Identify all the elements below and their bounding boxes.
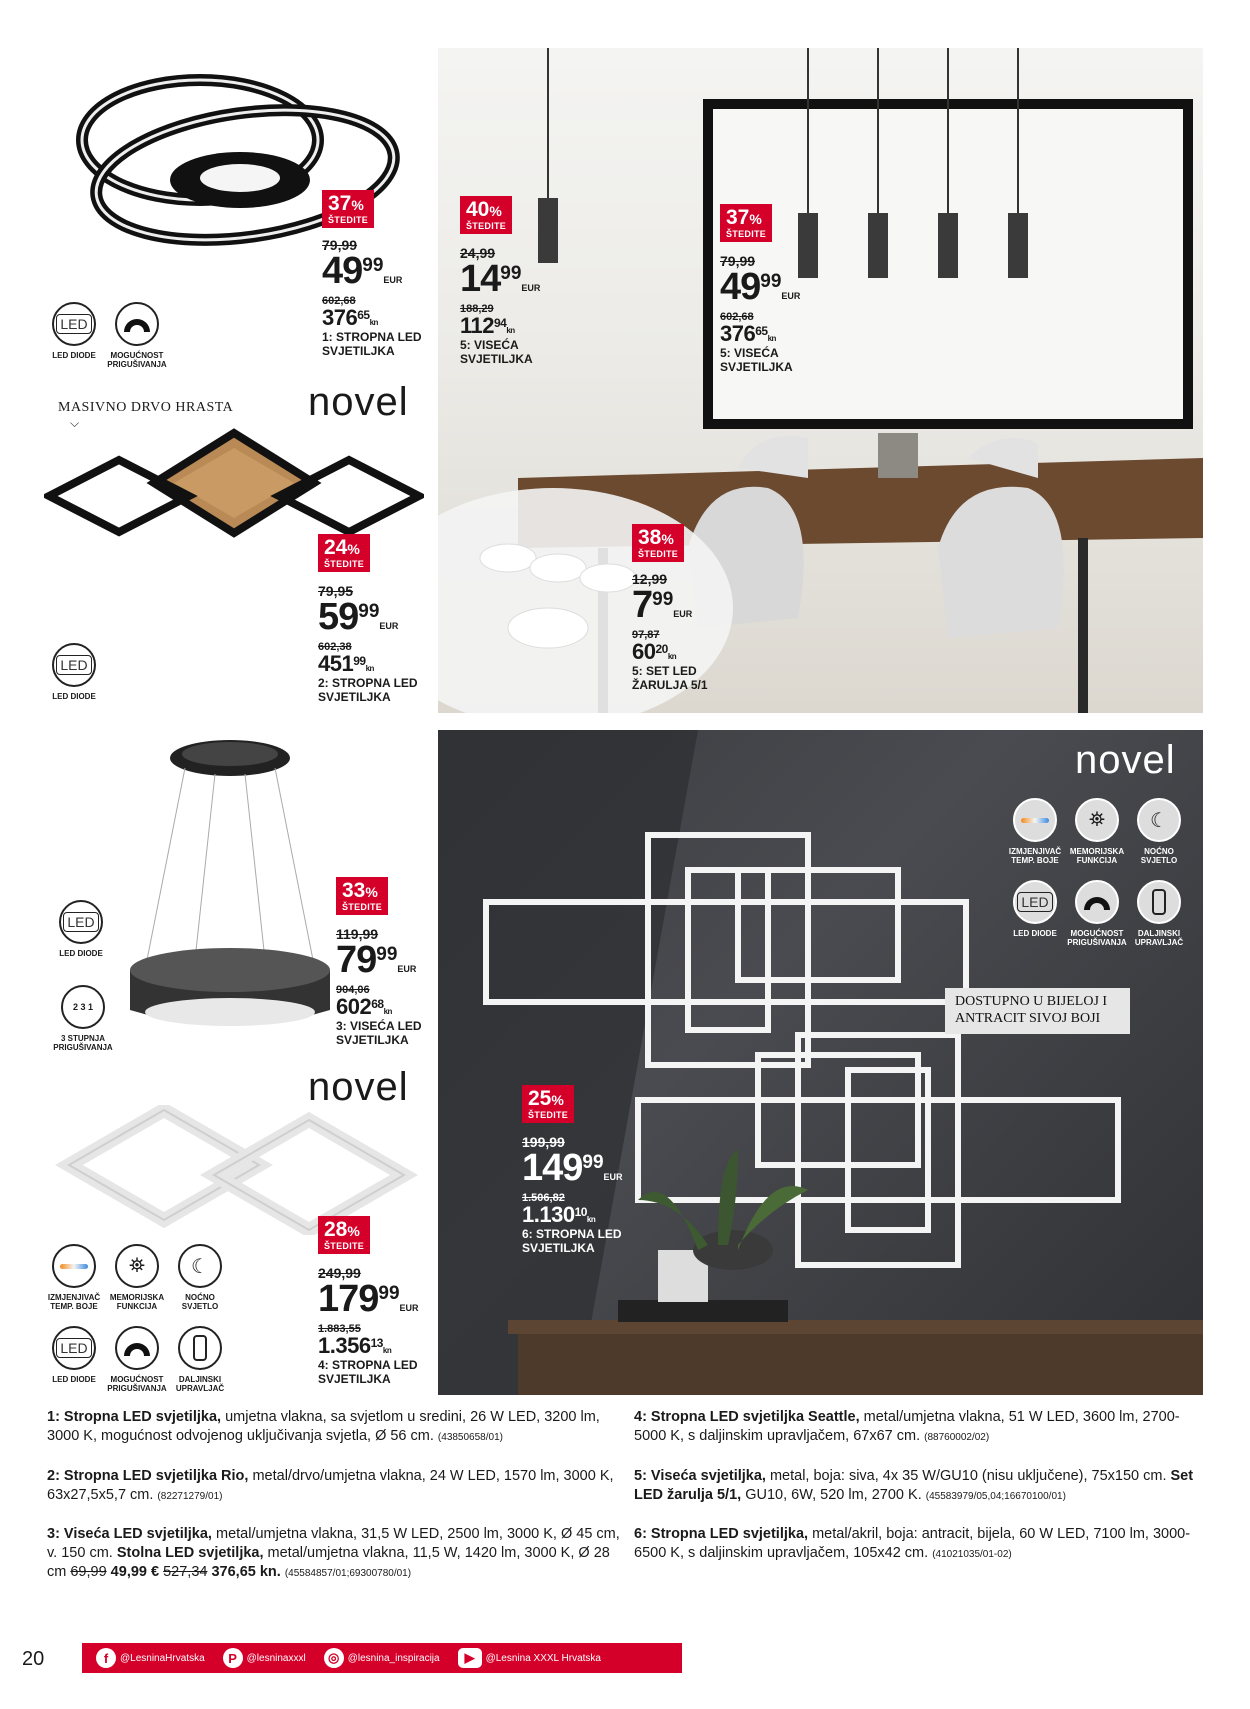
page-number: 20 [22,1648,45,1670]
new-price: $179^{99}EUR$ [318,1278,419,1320]
feature-led: LED LED DIODE [43,643,105,701]
led-icon: LED [56,314,91,334]
feature-remote: DALJINSKI UPRAVLJAČ [1128,880,1190,947]
remote-icon [1152,889,1166,915]
discount-badge: 37% ŠTEDITE [720,204,772,242]
feature-night: ☾ NOĆNO SVJETLO [169,1244,231,1311]
facebook-icon: f [96,1648,116,1668]
price-block-5b [720,254,800,375]
price-block-4 [318,1266,428,1387]
new-price-kn: $60^{20}kn$ [632,639,677,664]
discount-badge: 33% ŠTEDITE [336,877,388,915]
new-price: $7^{99}EUR$ [632,584,693,626]
dining-room-photo [438,48,1203,713]
new-price-kn: $376^{65}kn$ [720,321,776,346]
description-4: 4: Stropna LED svjetiljka Seattle, metal/umjetna vlakna, 51 W LED, 3600 lm, 2700-5000 K, s daljinskim upravljačem, 67x67 cm. (88760002/02) [634,1409,1180,1444]
feature-dimming: MOGUĆNOST PRIGUŠIVANJA [106,1326,168,1393]
product-name: 1: STROPNA LED SVJETILJKA [322,330,422,358]
old-price: 79,95 [318,583,354,599]
old-price-kn: 1.506,82 [522,1192,565,1204]
price-block-5a [460,246,540,367]
feature-led: LED LED DIODE [43,1326,105,1384]
brand-logo-novel: novel [308,1065,409,1109]
moon-icon: ☾ [1150,809,1168,832]
led-icon: LED [63,912,98,932]
masivno-label: MASIVNO DRVO HRASTA [58,400,234,415]
product-name: 2: STROPNA LED SVJETILJKA [318,676,418,704]
bulb-icon: 2 3 1 [72,1002,94,1012]
new-price-kn: 1.130$^{10}$kn [522,1202,596,1227]
old-price-kn: 904,06 [336,984,370,996]
temp-slider-icon [1021,818,1049,823]
product-2-image [44,428,424,548]
youtube-icon: ▶ [458,1648,482,1668]
feature-memory: ⛯ MEMORIJSKA FUNKCIJA [1066,798,1128,865]
old-price-kn: 188,29 [460,303,494,315]
new-price: $49^{99}EUR$ [322,250,403,292]
description-3: 3: Viseća LED svjetiljka, metal/umjetna vlakna, 31,5 W LED, 2500 lm, 3000 K, Ø 45 cm, v. 150 cm. Stolna LED svjetiljka, metal/umjetna vlakna, 11,5 W, 1420 lm, 3000 K, Ø 28 cm 69,99 49,99 € 527,34 376,65 kn. (45584857/01;69300780/01) [47,1526,620,1580]
dimmer-icon [1082,892,1112,912]
price-block-6 [522,1135,632,1256]
old-price-kn: 602,68 [720,311,754,323]
product-name: 5: VISEĆA SVJETILJKA [720,346,793,374]
feature-temp: IZMJENJIVAČ TEMP. BOJE [43,1244,105,1311]
availability-text: DOSTUPNO U BIJELOJ I ANTRACIT SIVOJ BOJI [955,994,1108,1026]
new-price-kn: $376^{65}kn$ [322,305,378,330]
new-price: $79^{99}EUR$ [336,939,417,981]
new-price: $59^{99}EUR$ [318,596,399,638]
feature-night: ☾ NOĆNO SVJETLO [1128,798,1190,865]
old-price-kn: 97,87 [632,629,660,641]
new-price-kn: 1.356$^{13}$kn [318,1333,392,1358]
temp-slider-icon [60,1264,88,1269]
new-price: $49^{99}EUR$ [720,266,801,308]
description-1: 1: Stropna LED svjetiljka, umjetna vlakna, sa svjetlom u sredini, 26 W LED, 3200 lm, 3000 K, mogućnost odvojenog uključivanja svjetla, Ø 56 cm. (43850658/01) [47,1409,600,1444]
feature-led: LED LED DIODE [1004,880,1066,938]
availability-callout [945,988,1130,1034]
feature-memory: ⛯ MEMORIJSKA FUNKCIJA [106,1244,168,1311]
feature-3-step-dimming: 2 3 1 3 STUPNJA PRIGUŠIVANJA [48,985,118,1052]
old-price: 249,99 [318,1265,361,1281]
product-name: 4: STROPNA LED SVJETILJKA [318,1358,418,1386]
old-price-kn: 1.883,55 [318,1323,361,1335]
chevron-down-icon: ⌵ [70,416,80,430]
price-block-1 [322,238,432,359]
feature-dimming: MOGUĆNOST PRIGUŠIVANJA [1066,880,1128,947]
price-block-5c [632,572,712,693]
dimmer-icon [122,1338,152,1358]
pinterest-icon: P [223,1648,243,1668]
moon-icon: ☾ [191,1255,209,1278]
led-icon: LED [56,1338,91,1358]
old-price: 24,99 [460,245,496,261]
old-price: 12,99 [632,571,668,587]
social-label: @lesnina_inspiracija [347,1652,440,1664]
dining-scene [438,48,1203,713]
dimmer-icon [122,314,152,334]
discount-badge: 38% ŠTEDITE [632,524,684,562]
price-block-3 [336,927,431,1048]
product-3-image [125,730,335,1050]
led-icon: LED [56,655,91,675]
lamp-icon: ⛯ [1089,808,1105,831]
discount-badge: 40% ŠTEDITE [460,196,512,234]
new-price: $14^{99}EUR$ [460,258,541,300]
instagram-link[interactable] [324,1648,440,1668]
discount-badge: 25% ŠTEDITE [522,1085,574,1123]
new-price: $149^{99}EUR$ [522,1147,623,1189]
instagram-icon: ◎ [324,1648,344,1668]
led-icon: LED [1017,892,1052,912]
pinterest-link[interactable] [223,1648,306,1668]
old-price: 79,99 [322,237,358,253]
product-name: 6: STROPNA LED SVJETILJKA [522,1227,622,1255]
old-price: 199,99 [522,1134,565,1150]
description-2: 2: Stropna LED svjetiljka Rio, metal/drvo/umjetna vlakna, 24 W LED, 1570 lm, 3000 K, 63x27,5x5,7 cm. (82271279/01) [47,1468,614,1503]
product-name: 5: VISEĆA SVJETILJKA [460,338,533,366]
social-bar [82,1643,682,1673]
brand-logo-novel: novel [308,380,409,424]
facebook-link[interactable] [96,1648,205,1668]
description-5: 5: Viseća svjetiljka, metal, boja: siva, 4x 35 W/GU10 (nisu uključene), 75x150 cm. Set LED žarulja 5/1, GU10, 6W, 520 lm, 2700 K. (45583979/05,04;16670100/01) [634,1468,1194,1503]
product-name: 5: SET LED ŽARULJA 5/1 [632,664,708,692]
discount-badge: 37% ŠTEDITE [322,190,374,228]
new-price-kn: $602^{68}kn$ [336,994,392,1019]
discount-badge: 24% ŠTEDITE [318,534,370,572]
description-6: 6: Stropna LED svjetiljka, metal/akril, boja: antracit, bijela, 60 W LED, 7100 lm, 3000-6500 K, s daljinskim upravljačem, 105x42 cm. (41021035/01-02) [634,1526,1191,1561]
feature-led: LED LED DIODE [43,302,105,360]
new-price-kn: $112^{94}kn$ [460,313,515,338]
social-label: @Lesnina XXXL Hrvatska [485,1652,601,1664]
lamp-icon: ⛯ [129,1254,145,1277]
remote-icon [193,1335,207,1361]
old-price: 79,99 [720,253,756,269]
feature-remote: DALJINSKI UPRAVLJAČ [169,1326,231,1393]
old-price-kn: 602,68 [322,295,356,307]
old-price: 119,99 [336,926,379,942]
price-block-2 [318,584,428,705]
new-price-kn: $451^{99}kn$ [318,651,374,676]
brand-logo-novel: novel [1075,738,1176,782]
feature-dimming: MOGUĆNOST PRIGUŠIVANJA [106,302,168,369]
product-name: 3: VISEĆA LED SVJETILJKA [336,1019,422,1047]
feature-led: LED LED DIODE [50,900,112,958]
social-label: @LesninaHrvatska [120,1652,205,1664]
discount-badge: 28% ŠTEDITE [318,1216,370,1254]
old-price-kn: 602,38 [318,641,352,653]
feature-temp: IZMJENJIVAČ TEMP. BOJE [1004,798,1066,865]
youtube-link[interactable] [458,1648,601,1668]
social-label: @lesninaxxxl [246,1652,306,1664]
